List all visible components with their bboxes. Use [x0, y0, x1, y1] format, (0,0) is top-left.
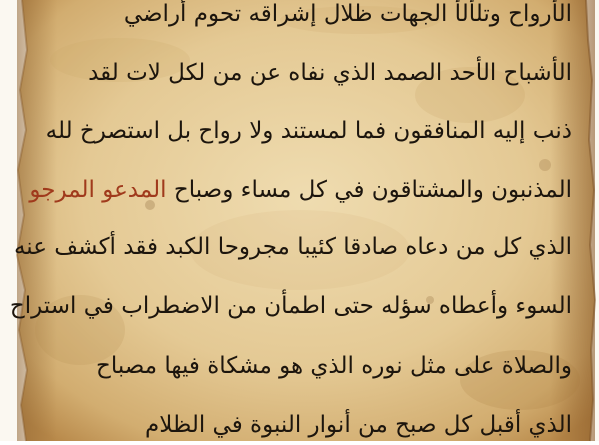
text-line-8-main: الذي أقبل كل صبح من أنوار النبوة في الظلام [145, 412, 572, 438]
text-line-7-main: والصلاة على مثل نوره الذي هو مشكاة فيها مصباح [95, 353, 572, 379]
text-line-5 [13, 227, 572, 267]
text-line-5-main: الذي كل من دعاه صادقا كئيبا مجروحا الكبد فقد أكشف عنه [13, 234, 572, 260]
text-line-2 [52, 53, 572, 93]
text-line-6 [9, 286, 572, 326]
text-line-1 [52, 0, 572, 34]
text-line-3-main: ذنب إليه المنافقون فما لمستند ولا رواح بل استصرخ لله [45, 118, 572, 144]
text-line-2-main: الأشباح الأحد الصمد الذي نفاه عن من لكل لات لقد [88, 60, 572, 86]
text-line-4-rubric: المدعو المرجو [29, 177, 167, 203]
manuscript-text-block [9, 0, 572, 441]
text-line-8 [52, 405, 572, 445]
text-line-7 [52, 346, 572, 386]
text-line-3 [45, 111, 572, 151]
text-line-1-main: الأرواح وتلألأ الجهات ظلال إشراقه تحوم أراضي [123, 1, 572, 27]
text-line-4 [29, 170, 572, 210]
text-line-4-main: المذنبون والمشتاقون في كل مساء وصباح [173, 177, 572, 203]
text-line-6-main: السوء وأعطاه سؤله حتى اطمأن من الاضطراب في استراح [9, 293, 572, 319]
